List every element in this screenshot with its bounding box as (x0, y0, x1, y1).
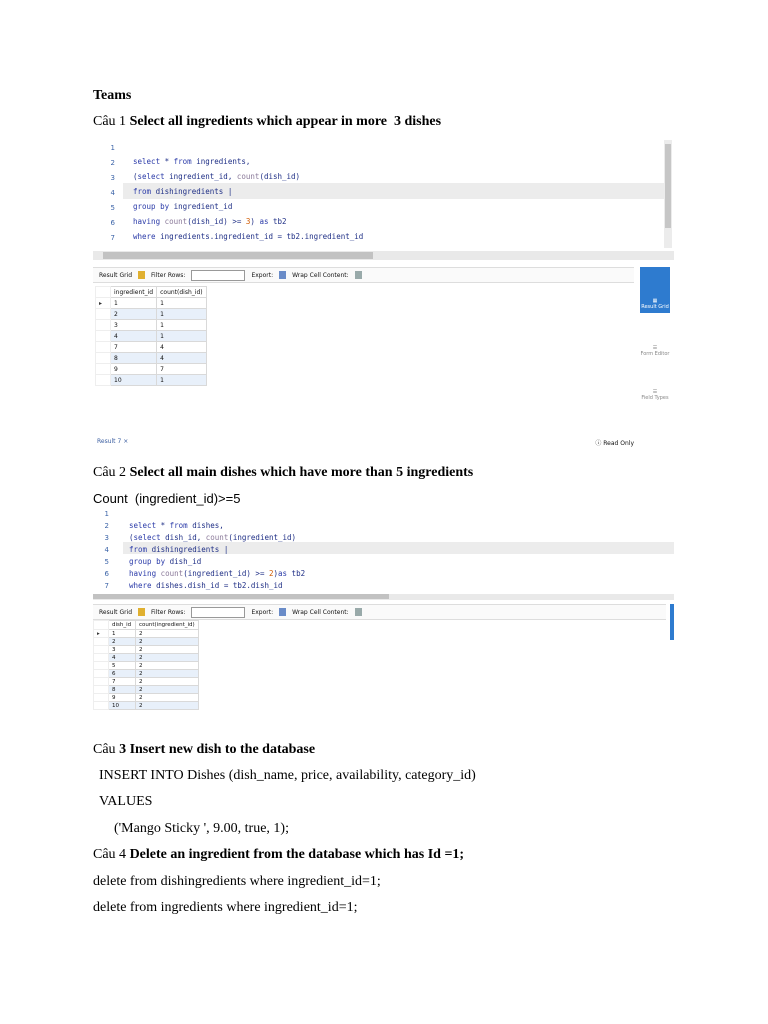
filter-rows-label: Filter Rows: (151, 271, 186, 279)
sidebar-label: Field Types (641, 395, 669, 401)
cell[interactable]: 9 (109, 694, 136, 702)
cell[interactable]: 2 (136, 694, 199, 702)
question-4 (93, 847, 464, 863)
filter-rows-label: Filter Rows: (151, 608, 186, 616)
doc-title: Teams (93, 88, 132, 103)
cell[interactable]: 2 (109, 638, 136, 646)
cell[interactable]: 4 (109, 654, 136, 662)
table-row[interactable] (94, 694, 199, 702)
wrap-icon[interactable] (355, 271, 362, 279)
code-line: where dishes.dish_id = tb2.dish_id (129, 581, 283, 590)
question-3-prefix: Câu (93, 742, 120, 757)
question-1 (93, 114, 441, 130)
export-label: Export: (251, 271, 274, 279)
table-row[interactable] (96, 364, 207, 375)
column-header[interactable]: count(dish_id) (157, 287, 207, 298)
question-2 (93, 465, 473, 481)
result-sidebar (640, 267, 670, 401)
cell[interactable]: 8 (109, 686, 136, 694)
sidebar-result-grid[interactable] (640, 267, 670, 313)
question-3-text: Insert new dish to the database (126, 742, 316, 757)
column-header[interactable]: dish_id (109, 621, 136, 630)
table-row[interactable] (96, 353, 207, 364)
cell[interactable]: 5 (109, 662, 136, 670)
cell[interactable]: 1 (157, 375, 207, 386)
code-line: having count(dish_id) >= 3) as tb2 (133, 217, 287, 226)
read-only-indicator: ⓘ Read Only (595, 440, 634, 447)
column-header[interactable]: ingredient_id (111, 287, 157, 298)
cell[interactable]: 2 (136, 702, 199, 710)
code-line: group by dish_id (129, 557, 202, 566)
cell[interactable]: 1 (157, 309, 207, 320)
sidebar-label: Form Editor (640, 351, 670, 357)
result-grid-icon: ▦ (652, 298, 658, 304)
line-number: 5 (110, 204, 115, 212)
question-4-text: Delete an ingredient from the database which has Id =1; (129, 847, 465, 862)
cell[interactable]: 3 (109, 646, 136, 654)
field-types-icon: ☰ (652, 389, 658, 395)
table-row[interactable] (96, 320, 207, 331)
cell[interactable]: 4 (111, 331, 157, 342)
grid-icon[interactable] (138, 271, 145, 279)
question-1-text: Select all ingredients which appear in more 3 dishes (129, 114, 442, 129)
table-row[interactable] (94, 646, 199, 654)
status-bar (97, 438, 634, 445)
code-line: where ingredients.ingredient_id = tb2.ingredient_id (133, 232, 364, 241)
editor-scroll-thumb[interactable] (665, 144, 671, 228)
cell[interactable]: 4 (157, 353, 207, 364)
cell[interactable]: 8 (111, 353, 157, 364)
table-row[interactable] (94, 654, 199, 662)
cell[interactable]: 3 (111, 320, 157, 331)
table-header-row (96, 287, 207, 298)
result-toolbar (93, 604, 666, 620)
cell[interactable]: 2 (136, 670, 199, 678)
cell[interactable]: 1 (111, 298, 157, 309)
question-3 (93, 742, 315, 758)
code-line: from dishingredients | (129, 545, 229, 554)
editor-horizontal-scrollbar[interactable] (93, 594, 674, 600)
workbench-screenshot-1 (93, 140, 674, 453)
line-number: 5 (104, 558, 109, 566)
cell[interactable]: 2 (136, 678, 199, 686)
cell[interactable]: 1 (157, 320, 207, 331)
line-number: 3 (104, 534, 109, 542)
table-row[interactable] (94, 686, 199, 694)
table-row[interactable] (96, 331, 207, 342)
column-header[interactable]: count(ingredient_id) (136, 621, 199, 630)
code-line: select * from ingredients, (133, 157, 251, 166)
line-number: 6 (104, 570, 109, 578)
wrap-cell-label: Wrap Cell Content: (292, 608, 349, 616)
table-row[interactable] (96, 342, 207, 353)
insert-line-3: ('Mango Sticky ', 9.00, true, 1); (114, 821, 289, 836)
line-number: 1 (110, 144, 115, 152)
table-row[interactable]: ▸ 1 1 (96, 298, 207, 309)
question-2-prefix: Câu 2 (93, 465, 130, 480)
editor-horizontal-scrollbar[interactable] (93, 251, 674, 260)
table-row[interactable] (94, 638, 199, 646)
workbench-screenshot-2 (93, 508, 674, 730)
line-number: 7 (104, 582, 109, 590)
code-line: having count(ingredient_id) >= 2)as tb2 (129, 569, 306, 578)
cell[interactable]: 1 (157, 298, 207, 309)
cell[interactable]: 2 (136, 654, 199, 662)
question-2-text: Select all main dishes which have more than 5 ingredients (129, 465, 474, 480)
line-number: 2 (104, 522, 109, 530)
table-row[interactable] (94, 702, 199, 710)
table-row[interactable] (94, 670, 199, 678)
table-row[interactable] (94, 662, 199, 670)
line-number: 1 (104, 510, 109, 518)
result-grid-label: Result Grid (99, 271, 133, 279)
cell[interactable]: 2 (136, 686, 199, 694)
sidebar-label: Result Grid (641, 304, 669, 310)
cell[interactable]: 2 (111, 309, 157, 320)
cell[interactable]: 2 (136, 646, 199, 654)
result-grid-1 (95, 286, 207, 386)
export-icon[interactable] (279, 271, 286, 279)
table-row[interactable] (96, 309, 207, 320)
code-line: from dishingredients | (133, 187, 233, 196)
grid-icon[interactable] (138, 608, 145, 616)
question-1-prefix: Câu 1 (93, 114, 130, 129)
filter-rows-input[interactable] (191, 270, 245, 281)
cell[interactable]: 2 (136, 662, 199, 670)
read-only-label: Read Only (603, 440, 634, 447)
cell[interactable]: 7 (157, 364, 207, 375)
code-line: select * from dishes, (129, 521, 224, 530)
line-number: 4 (104, 546, 109, 554)
line-number: 7 (110, 234, 115, 242)
sidebar-form-editor[interactable] (640, 313, 670, 357)
cell[interactable]: 7 (111, 342, 157, 353)
export-label: Export: (251, 608, 274, 616)
editor-hscroll-thumb[interactable] (103, 252, 373, 259)
delete-line-2: delete from ingredients where ingredient_id=1; (93, 900, 358, 915)
delete-line-1: delete from dishingredients where ingredient_id=1; (93, 874, 381, 889)
question-2-note: Count (ingredient_id)>=5 (93, 491, 241, 506)
cell[interactable]: 10 (109, 702, 136, 710)
cell[interactable]: 10 (111, 375, 157, 386)
insert-line-1: INSERT INTO Dishes (dish_name, price, availability, category_id) (99, 768, 476, 783)
cell[interactable]: 6 (109, 670, 136, 678)
result-grid-label: Result Grid (99, 608, 133, 616)
form-editor-icon: ☰ (652, 345, 658, 351)
editor-hscroll-thumb[interactable] (93, 594, 389, 599)
wrap-cell-label: Wrap Cell Content: (292, 271, 349, 279)
sidebar-edge[interactable] (670, 604, 674, 640)
cell[interactable]: 1 (157, 331, 207, 342)
line-number: 2 (110, 159, 115, 167)
line-number: 6 (110, 219, 115, 227)
question-4-prefix: Câu 4 (93, 847, 130, 862)
close-icon[interactable]: × (123, 438, 129, 445)
line-number: 3 (110, 174, 115, 182)
cell[interactable]: 1 (109, 630, 136, 638)
filter-rows-input[interactable] (191, 607, 245, 618)
table-row[interactable]: ▸ 1 2 (94, 630, 199, 638)
cell[interactable]: 2 (136, 630, 199, 638)
question-3-number: 3 (119, 742, 127, 757)
table-row[interactable] (94, 678, 199, 686)
wrap-icon[interactable] (355, 608, 362, 616)
cell[interactable]: 4 (157, 342, 207, 353)
result-grid-2 (93, 620, 199, 710)
sql-editor-1 (93, 140, 664, 250)
sidebar-field-types[interactable] (640, 357, 670, 401)
export-icon[interactable] (279, 608, 286, 616)
insert-line-2: VALUES (99, 794, 153, 809)
cell[interactable]: 7 (109, 678, 136, 686)
cell[interactable]: 2 (136, 638, 199, 646)
result-tab[interactable]: Result 7 (97, 438, 122, 445)
cell[interactable]: 9 (111, 364, 157, 375)
sql-editor-2 (93, 508, 674, 594)
line-number: 4 (110, 189, 115, 197)
result-toolbar (93, 267, 634, 283)
code-line: group by ingredient_id (133, 202, 233, 211)
table-row[interactable] (96, 375, 207, 386)
table-header-row (94, 621, 199, 630)
code-line: (select ingredient_id, count(dish_id) (133, 172, 301, 181)
code-line: (select dish_id, count(ingredient_id) (129, 533, 297, 542)
